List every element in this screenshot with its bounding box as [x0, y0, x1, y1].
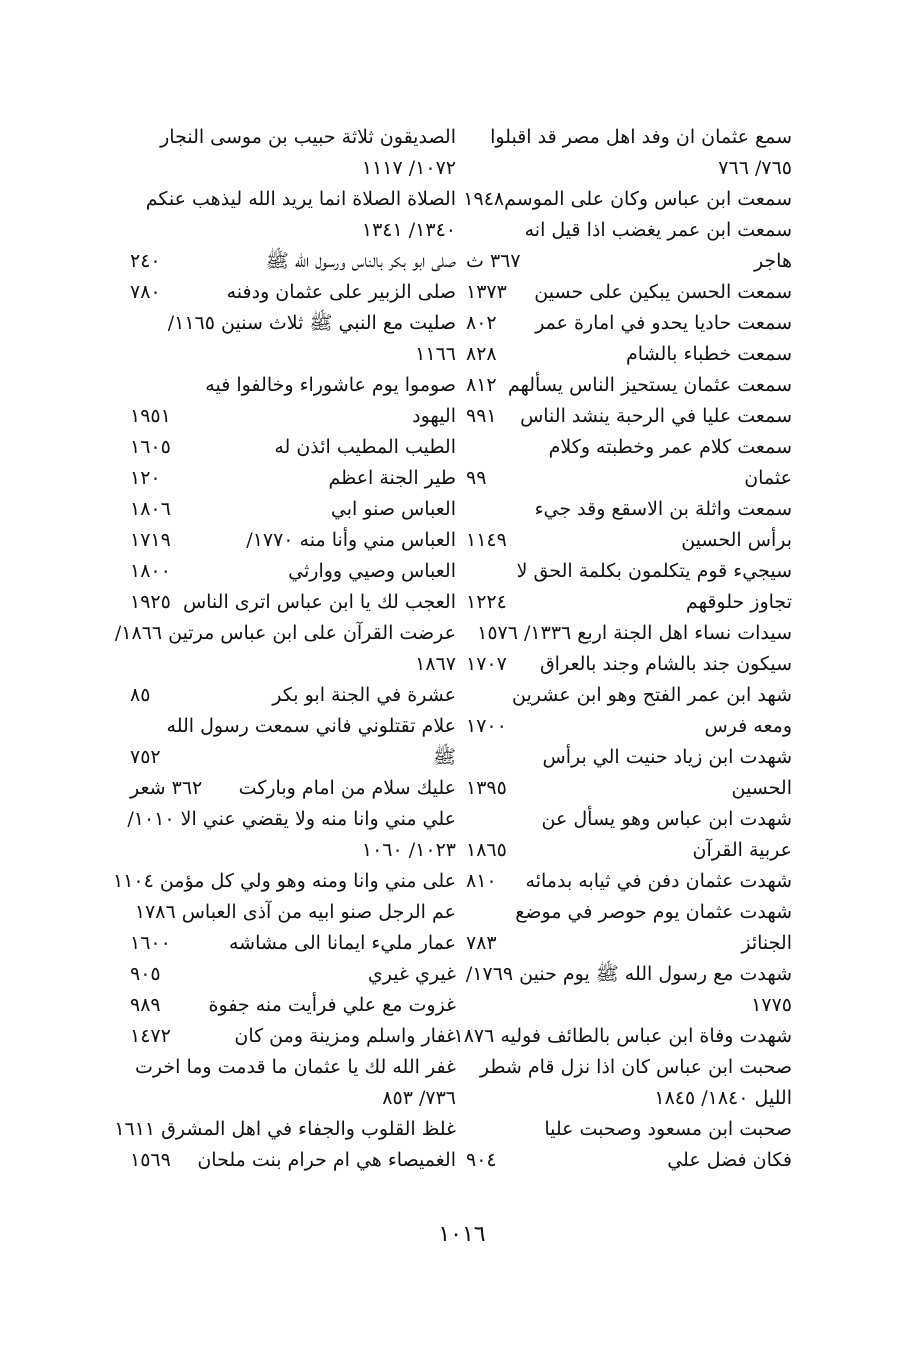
- entry-text: سمعت ابن عباس وكان على الموسم: [504, 188, 792, 210]
- entry-text: علي مني وانا منه ولا يقضي عني الا ١٠١٠/: [127, 808, 456, 830]
- entry-line: [126, 897, 456, 928]
- entry-text: اليهود: [412, 405, 456, 427]
- entry-line: [126, 928, 456, 959]
- index-entry: [126, 990, 456, 1021]
- index-column-left: [112, 122, 456, 1176]
- index-entry: [462, 494, 792, 556]
- entry-line: [126, 339, 456, 370]
- entry-text: شهدت ابن زياد حنيت الي برأس: [542, 746, 792, 768]
- entry-line: [462, 246, 792, 277]
- entry-reference: ١٧٠٠: [466, 715, 507, 737]
- entry-reference: ١٦٠٠: [130, 932, 171, 954]
- entry-text: هاجر: [753, 250, 792, 272]
- entry-reference: ١٧٠٧: [466, 653, 507, 675]
- entry-reference: ٩٩: [466, 467, 487, 489]
- entry-text: سمعت ابن عمر يغضب اذا قيل انه: [524, 219, 792, 241]
- entry-line: [453, 1021, 792, 1052]
- entry-line: [126, 1083, 456, 1114]
- entry-reference: ١٧١٩: [130, 529, 171, 551]
- index-entry: [114, 1114, 456, 1145]
- entry-text: الصلاة الصلاة انما يريد الله ليذهب عنكم: [145, 188, 456, 210]
- index-entry: [126, 1021, 456, 1052]
- index-entry: [462, 122, 792, 184]
- entry-line: [462, 1145, 792, 1176]
- entry-text: عليك سلام من امام وباركت: [238, 777, 456, 799]
- index-entry: [126, 432, 456, 463]
- entry-line: [462, 866, 792, 897]
- entry-text: ١٣٤٠/ ١٣٤١: [361, 219, 456, 241]
- entry-text: العباس صنو ابي: [330, 498, 456, 520]
- entry-text: شهدت وفاة ابن عباس بالطائف فوليه ١٨٧٦: [453, 1025, 792, 1047]
- entry-text: سيكون جند بالشام وجند بالعراق: [539, 653, 792, 675]
- entry-line: [462, 897, 792, 928]
- entry-text: غفر الله لك يا عثمان ما قدمت وما اخرت: [135, 1056, 456, 1078]
- entry-line: [462, 525, 792, 556]
- entry-line: [126, 835, 456, 866]
- entry-line: [126, 773, 456, 804]
- index-entry: [126, 897, 456, 928]
- entry-reference: ٣٦٧ ث: [466, 250, 521, 272]
- entry-text: الطيب المطيب ائذن له: [274, 436, 456, 458]
- entry-text: غزوت مع علي فرأيت منه جفوة: [208, 994, 456, 1016]
- entry-text: غلظ القلوب والجفاء في اهل المشرق ١٦١١: [114, 1118, 456, 1140]
- entry-reference: ١٨٠٠: [130, 560, 171, 582]
- index-entry: [126, 804, 456, 866]
- entry-text: سمعت واثلة بن الاسقع وقد جيء: [534, 498, 792, 520]
- entry-reference: ٧٨٣: [466, 932, 497, 954]
- index-entry: [126, 246, 456, 277]
- entry-text: شهدت ابن عباس وهو يسأل عن: [541, 808, 792, 830]
- entry-text: سمعت عثمان يستحيز الناس يسألهم: [507, 374, 792, 396]
- entry-reference: ٨١٠: [466, 870, 497, 892]
- entry-reference: ٩٠٥: [130, 963, 161, 985]
- entry-text: طير الجنة اعظم: [328, 467, 456, 489]
- entry-text: شهدت عثمان يوم حوصر في موضع: [515, 901, 792, 923]
- entry-line: [462, 153, 792, 184]
- entry-line: [126, 525, 456, 556]
- index-entry: [126, 928, 456, 959]
- entry-line: [126, 122, 456, 153]
- entry-line: [126, 959, 456, 990]
- entry-text: عشرة في الجنة ابو بكر: [272, 684, 456, 706]
- entry-text: ١١٦٦: [415, 343, 456, 365]
- entry-line: [462, 339, 792, 370]
- index-entry: [462, 618, 792, 649]
- entry-text: فكان فضل علي: [667, 1149, 792, 1171]
- index-entry: [462, 804, 792, 866]
- entry-text: غفار واسلم ومزينة ومن كان: [234, 1025, 456, 1047]
- entry-text: سمعت الحسن يبكين على حسين: [534, 281, 792, 303]
- entry-line: [126, 1145, 456, 1176]
- entry-text: على مني وانا ومنه وهو ولي كل مؤمن ١١٠٤: [112, 870, 456, 892]
- entry-text: سيدات نساء اهل الجنة اربع ١٣٣٦/ ١٥٧٦: [477, 622, 792, 644]
- entry-text: صوموا يوم عاشوراء وخالفوا فيه: [205, 374, 456, 396]
- entry-line: [462, 184, 792, 215]
- entry-text: شهدت مع رسول الله ﷺ يوم حنين ١٧٦٩/: [465, 963, 792, 985]
- index-entry: [126, 680, 456, 711]
- entry-line: [112, 866, 456, 897]
- entry-text: عم الرجل صنو ابيه من آذى العباس ١٧٨٦: [134, 901, 456, 923]
- entry-line: [126, 370, 456, 401]
- entry-reference: ١٣٩٥: [466, 777, 507, 799]
- entry-line: [462, 928, 792, 959]
- entry-reference: ١١٤٩: [466, 529, 507, 551]
- entry-reference: ٢٤٠: [130, 250, 161, 272]
- entry-reference: ١٩٥١: [130, 405, 171, 427]
- entry-line: [126, 990, 456, 1021]
- entry-line: [462, 959, 792, 990]
- entry-line: [462, 1114, 792, 1145]
- entry-line: [462, 494, 792, 525]
- entry-text: الليل ١٨٤٠/ ١٨٤٥: [654, 1087, 792, 1109]
- entry-line: [462, 680, 792, 711]
- entry-line: [126, 277, 456, 308]
- entry-text: شهد ابن عمر الفتح وهو ابن عشرين: [512, 684, 792, 706]
- entry-line: [462, 649, 792, 680]
- index-entry: [462, 1052, 792, 1114]
- entry-text: الصديقون ثلاثة حبيب بن موسى النجار: [160, 126, 456, 148]
- index-column-right: [453, 122, 792, 1176]
- index-entry: [126, 773, 456, 804]
- entry-text: سمعت كلام عمر وخطبته وكلام: [548, 436, 792, 458]
- entry-text: سمع عثمان ان وفد اهل مصر قد اقبلوا: [490, 126, 792, 148]
- entry-reference: ١٥٦٩: [130, 1149, 171, 1171]
- entry-line: [462, 618, 792, 649]
- index-entry: [126, 370, 456, 432]
- entry-line: [126, 401, 456, 432]
- entry-text: عمار مليء ايمانا الى مشاشه: [228, 932, 456, 954]
- index-entry: [126, 587, 456, 618]
- entry-text: ومعه فرس: [704, 715, 792, 737]
- entry-line: [462, 308, 792, 339]
- entry-text: غيري غيري: [367, 963, 456, 985]
- entry-line: [462, 711, 792, 742]
- entry-text: صليت مع النبي ﷺ ثلاث سنين ١١٦٥/: [167, 312, 456, 334]
- entry-reference: ١٦٠٥: [130, 436, 171, 458]
- entry-line: [126, 246, 456, 277]
- entry-line: [462, 277, 792, 308]
- index-entry: [126, 959, 456, 990]
- entry-line: [462, 835, 792, 866]
- index-entry: [126, 184, 456, 246]
- entry-line: [462, 587, 792, 618]
- index-entry: [462, 308, 792, 339]
- entry-line: [462, 742, 792, 773]
- entry-line: [126, 1052, 456, 1083]
- entry-text: صلى ابو بكر بالناس ورسول الله ﷺ: [265, 250, 456, 272]
- index-entry: [126, 463, 456, 494]
- entry-reference: ١٩٢٥: [130, 591, 171, 613]
- entry-line: [114, 618, 456, 649]
- entry-line: [462, 773, 792, 804]
- entry-line: [462, 990, 792, 1021]
- entry-line: [462, 463, 792, 494]
- index-entry: [462, 184, 792, 215]
- entry-text: علام تقتلوني فاني سمعت رسول الله: [166, 715, 456, 737]
- entry-reference: ١٢٠: [130, 467, 161, 489]
- entry-line: [462, 122, 792, 153]
- entry-text: العجب لك يا ابن عباس اترى الناس: [182, 591, 456, 613]
- entry-line: [126, 215, 456, 246]
- entry-line: [462, 401, 792, 432]
- entry-line: [462, 432, 792, 463]
- index-entry: [126, 711, 456, 773]
- index-entry: [114, 618, 456, 680]
- entry-line: [126, 680, 456, 711]
- page-number: ١٠١٦: [438, 1222, 486, 1247]
- entry-text: الحسين: [731, 777, 792, 799]
- entry-text: سمعت خطباء بالشام: [626, 343, 792, 365]
- index-entry: [126, 308, 456, 370]
- index-entry: [126, 556, 456, 587]
- entry-line: [126, 463, 456, 494]
- entry-line: [462, 556, 792, 587]
- entry-text: الغميصاء هي ام حرام بنت ملحان: [197, 1149, 456, 1171]
- entry-line: [126, 432, 456, 463]
- index-entry: [462, 649, 792, 680]
- entry-text: صلى الزبير على عثمان ودفنه: [226, 281, 456, 303]
- entry-text: سمعت عليا في الرحبة ينشد الناس: [520, 405, 792, 427]
- entry-reference: ١٨٠٦: [130, 498, 171, 520]
- entry-text: صحبت ابن عباس كان اذا نزل قام شطر: [479, 1056, 792, 1078]
- entry-line: [462, 370, 792, 401]
- entry-text: الجنائز: [741, 932, 792, 954]
- entry-text: ١٠٧٢/ ١١١٧: [361, 157, 456, 179]
- index-entry: [126, 122, 456, 184]
- index-entry: [462, 215, 792, 277]
- entry-text: عربية القرآن: [692, 839, 792, 861]
- index-entry: [126, 494, 456, 525]
- entry-reference: ٨٥: [130, 684, 151, 706]
- entry-reference: ١٤٧٢: [130, 1025, 171, 1047]
- entry-reference: ١٣٧٣: [466, 281, 507, 303]
- index-entry: [126, 277, 456, 308]
- entry-text: ١٠٢٣/ ١٠٦٠: [361, 839, 456, 861]
- index-entry: [462, 959, 792, 1021]
- entry-line: [462, 215, 792, 246]
- entry-reference: ٧٥٢: [130, 746, 161, 768]
- entry-line: [126, 711, 456, 742]
- entry-text: العباس مني وأنا منه ١٧٧٠/: [246, 529, 456, 551]
- entry-text: عرضت القرآن على ابن عباس مرتين ١٨٦٦/: [114, 622, 456, 644]
- entry-reference: ٨٢٨: [466, 343, 497, 365]
- entry-line: [126, 742, 456, 773]
- index-entry: [462, 742, 792, 804]
- entry-reference: ٨٠٢: [466, 312, 497, 334]
- index-entry: [462, 370, 792, 401]
- index-entry: [112, 866, 456, 897]
- index-entry: [462, 866, 792, 897]
- entry-text: ١٧٧٥: [751, 994, 792, 1016]
- index-entry: [462, 277, 792, 308]
- entry-text: عثمان: [744, 467, 792, 489]
- index-entry: [126, 525, 456, 556]
- index-entry: [126, 1145, 456, 1176]
- entry-line: [462, 804, 792, 835]
- entry-text: ١٨٦٧: [415, 653, 456, 675]
- entry-reference: ١٩٤٨: [463, 188, 505, 210]
- entry-line: [126, 556, 456, 587]
- entry-text: ٧٦٥/ ٧٦٦: [718, 157, 792, 179]
- entry-line: [126, 494, 456, 525]
- index-entry: [462, 339, 792, 370]
- entry-text: شهدت عثمان دفن في ثيابه بدمائه: [525, 870, 792, 892]
- entry-line: [126, 153, 456, 184]
- index-entry: [462, 401, 792, 432]
- entry-line: [126, 649, 456, 680]
- index-entry: [462, 432, 792, 494]
- entry-line: [126, 804, 456, 835]
- index-entry: [462, 1114, 792, 1176]
- entry-reference: ٧٨٠: [130, 281, 161, 303]
- entry-text: صحبت ابن مسعود وصحبت عليا: [544, 1118, 792, 1140]
- entry-reference: ٨١٢: [466, 374, 497, 396]
- entry-text: سيجيء قوم يتكلمون بكلمة الحق لا: [516, 560, 792, 582]
- entry-reference: ٩٨٩: [130, 994, 161, 1016]
- entry-text: العباس وصيي ووارثي: [288, 560, 456, 582]
- entry-text: برأس الحسين: [681, 529, 792, 551]
- entry-reference: ١٢٢٤: [466, 591, 507, 613]
- entry-line: [126, 308, 456, 339]
- entry-text: تجاوز حلوقهم: [685, 591, 792, 613]
- entry-reference: ٩٩١: [466, 405, 497, 427]
- entry-line: [462, 1052, 792, 1083]
- entry-text: ٧٣٦/ ٨٥٣: [382, 1087, 456, 1109]
- index-entry: [126, 1052, 456, 1114]
- index-entry: [462, 897, 792, 959]
- entry-reference: ٣٦٢ شعر: [130, 777, 203, 799]
- entry-line: [126, 587, 456, 618]
- entry-line: [462, 1083, 792, 1114]
- index-entry: [453, 1021, 792, 1052]
- entry-line: [126, 1021, 456, 1052]
- index-entry: [462, 556, 792, 618]
- entry-line: [114, 1114, 456, 1145]
- entry-text: ﷺ: [433, 746, 456, 768]
- entry-reference: ١٨٦٥: [466, 839, 507, 861]
- index-entry: [462, 680, 792, 742]
- entry-text: سمعت حاديا يحدو في امارة عمر: [535, 312, 792, 334]
- entry-line: [126, 184, 456, 215]
- entry-reference: ٩٠٤: [466, 1149, 497, 1171]
